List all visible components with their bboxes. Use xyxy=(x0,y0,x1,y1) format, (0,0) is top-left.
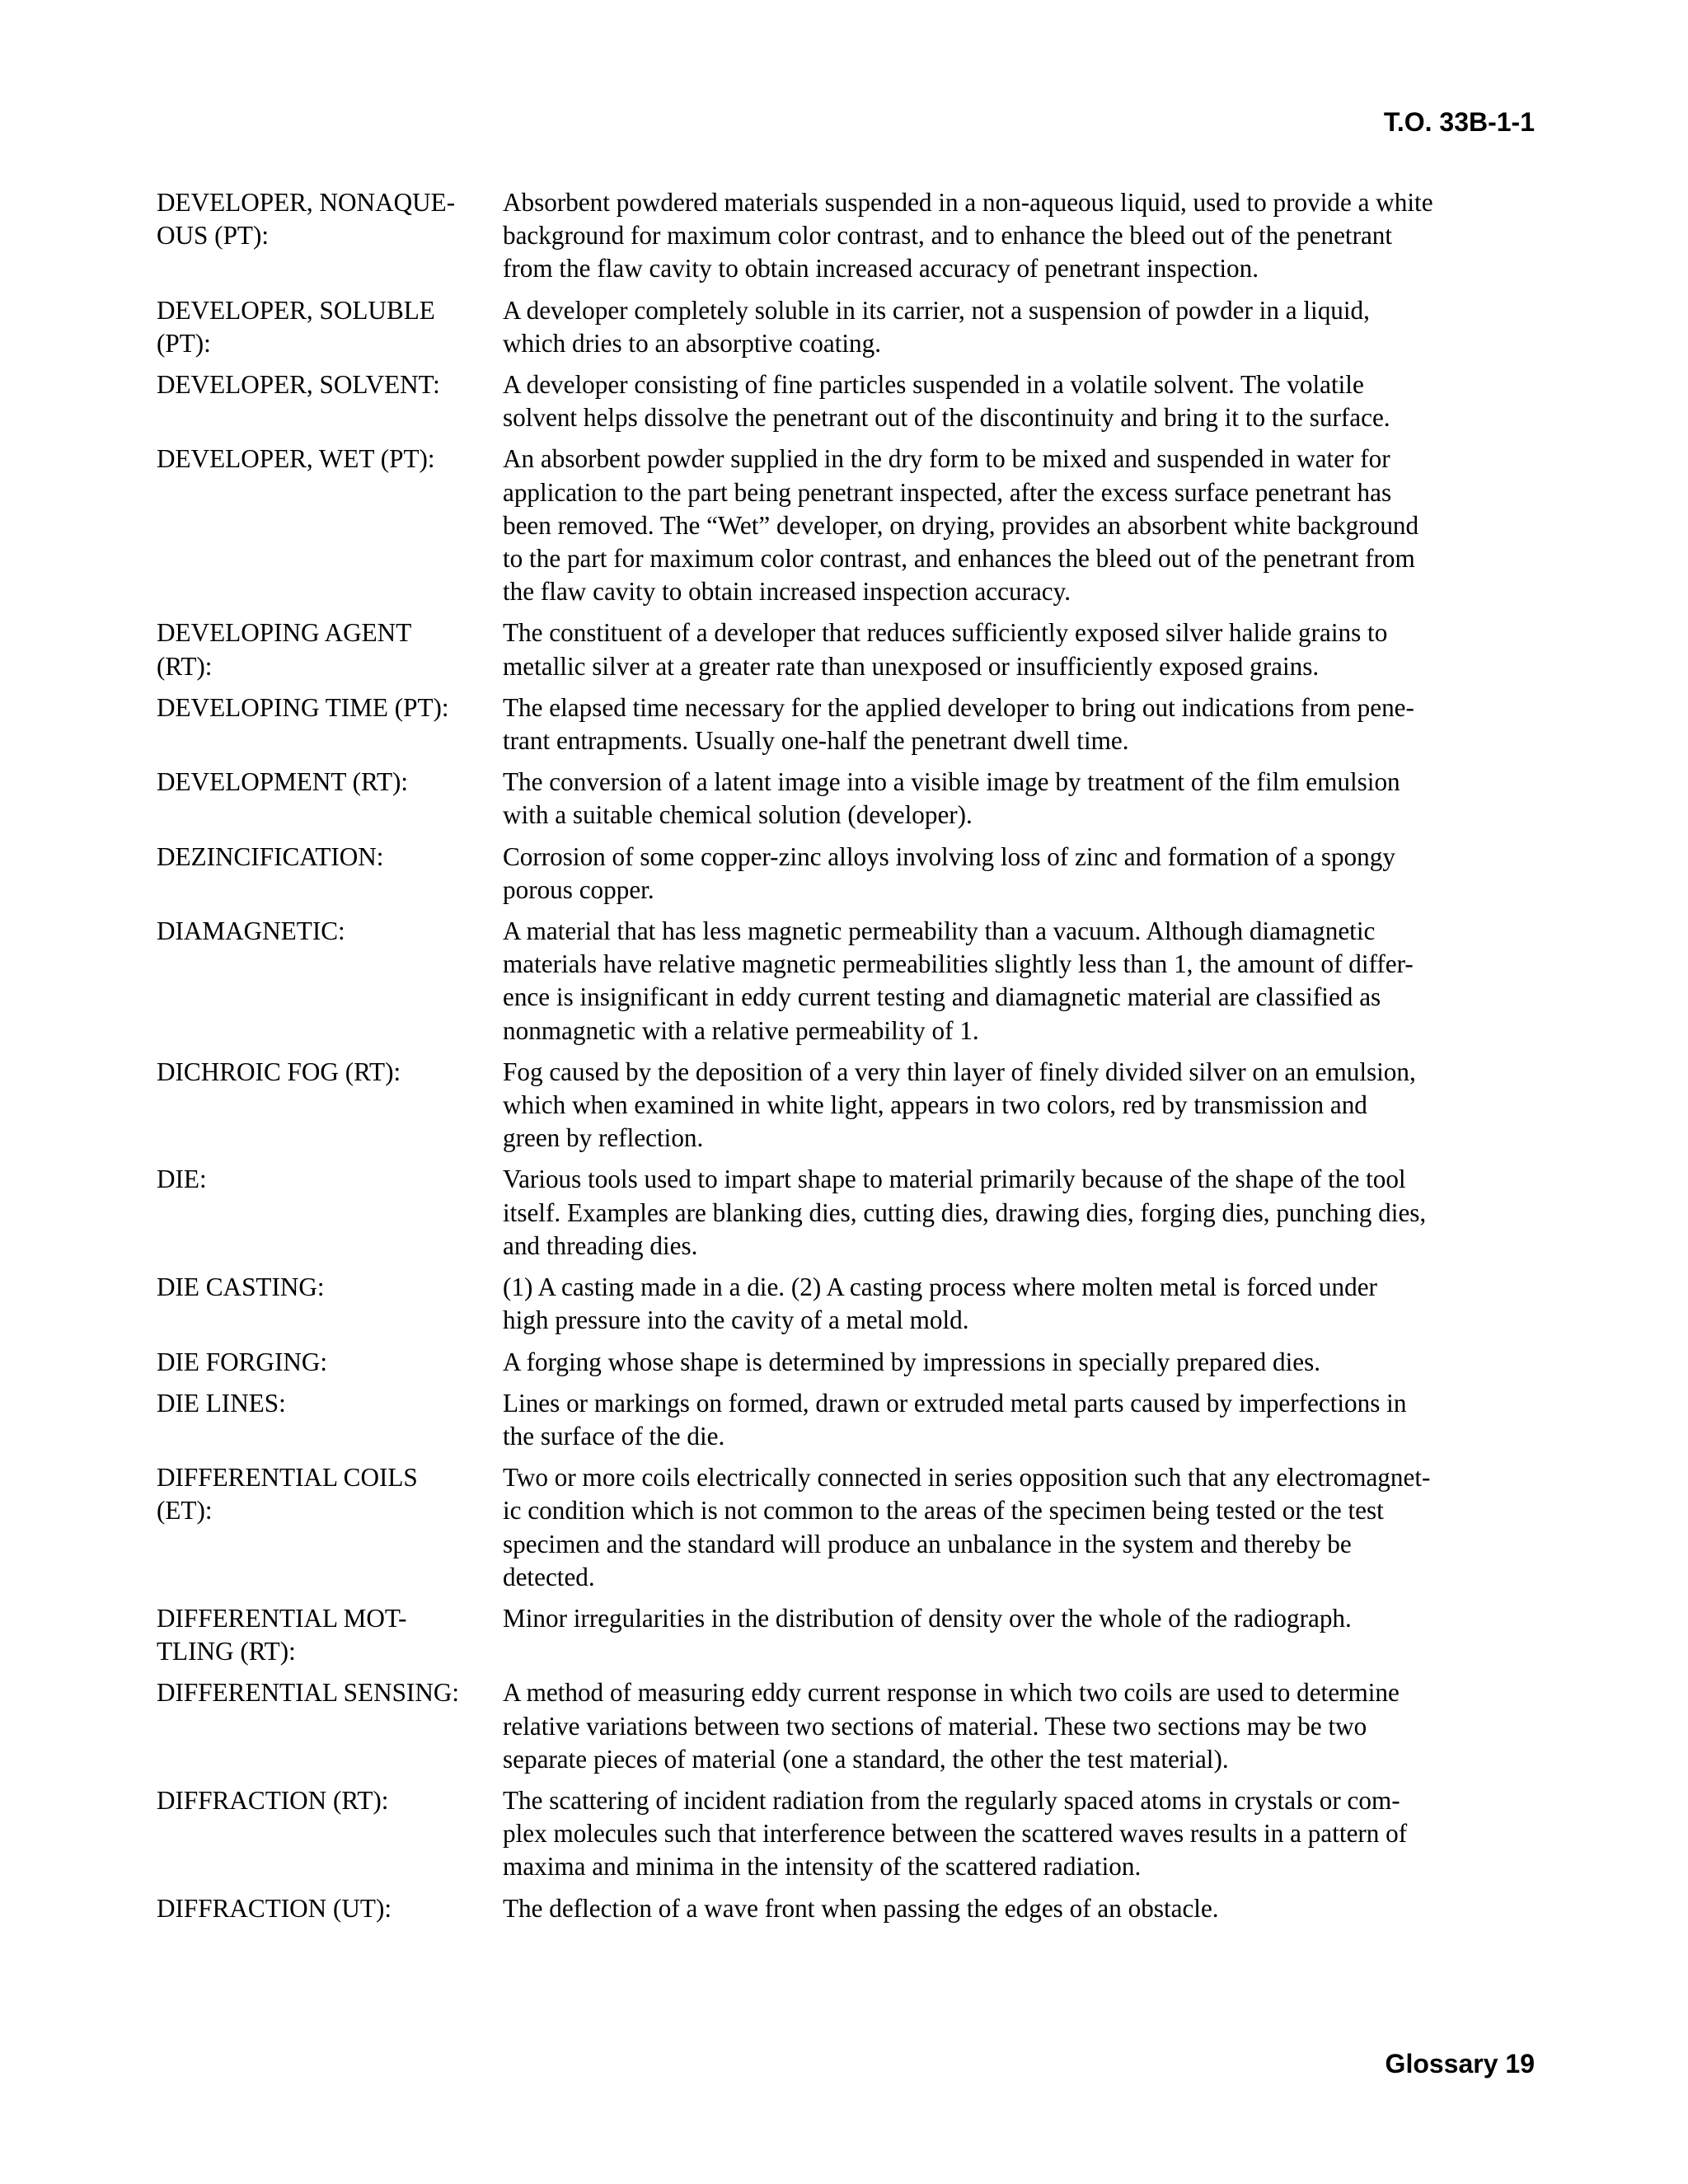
glossary-term: DIFFERENTIAL COILS (ET): xyxy=(157,1463,418,1526)
glossary-definition: The conversion of a latent image into a visible image by treatment of the film emulsion with a suitable chemical solution (developer). xyxy=(503,767,1400,830)
glossary-definition: Various tools used to impart shape to material primarily because of the shape of the tool itself. Examples are blanking dies, cutting dies, drawing dies, forging dies, punching dies, and threading dies. xyxy=(503,1165,1427,1260)
glossary-definition: Minor irregularities in the distribution of density over the whole of the radiograph. xyxy=(503,1603,1352,1633)
glossary-entry xyxy=(157,368,1541,434)
glossary-definition: Absorbent powdered materials suspended in a non-aqueous liquid, used to provide a white background for maximum color contrast, and to enhance the bleed out of the penetrant from the flaw cavity to obtain increased accuracy of penetrant inspection. xyxy=(503,188,1433,284)
glossary-term: DEVELOPER, NONAQUE- OUS (PT): xyxy=(157,188,456,251)
glossary-term: DEVELOPING TIME (PT): xyxy=(157,692,449,722)
glossary-term: DEZINCIFICATION: xyxy=(157,841,384,871)
glossary-entry xyxy=(157,443,1541,608)
glossary-entry xyxy=(157,691,1541,757)
glossary-term: DIAMAGNETIC: xyxy=(157,916,345,946)
glossary-term: DIFFERENTIAL SENSING: xyxy=(157,1678,460,1708)
glossary-definition: The scattering of incident radiation from the regularly spaced atoms in crystals or com- plex molecules such that interference between the scattered waves results in a pattern of maxima and minima in the intensity of the scattered radiation. xyxy=(503,1785,1408,1882)
glossary-term: DIE CASTING: xyxy=(157,1272,325,1302)
glossary-term: DEVELOPMENT (RT): xyxy=(157,767,409,797)
glossary-entry xyxy=(157,1056,1541,1155)
glossary-entry xyxy=(157,1676,1541,1776)
glossary-definition: Lines or markings on formed, drawn or extruded metal parts caused by imperfections in the surface of the die. xyxy=(503,1388,1407,1451)
glossary-list xyxy=(157,186,1541,1933)
glossary-entry xyxy=(157,294,1541,360)
glossary-entry xyxy=(157,1892,1541,1925)
glossary-entry xyxy=(157,841,1541,907)
glossary-entry xyxy=(157,186,1541,286)
glossary-term: DIE LINES: xyxy=(157,1388,286,1418)
glossary-entry xyxy=(157,1784,1541,1884)
glossary-term: DIFFRACTION (RT): xyxy=(157,1785,389,1815)
glossary-definition: A developer completely soluble in its carrier, not a suspension of powder in a liquid, which dries to an absorptive coating. xyxy=(503,295,1370,358)
glossary-term: DIFFRACTION (UT): xyxy=(157,1893,392,1923)
glossary-definition: The constituent of a developer that reduces sufficiently exposed silver halide grains to metallic silver at a greater rate than unexposed or insufficiently exposed grains. xyxy=(503,618,1388,681)
page-number: Glossary 19 xyxy=(1385,2049,1535,2079)
glossary-entry xyxy=(157,1602,1541,1668)
glossary-term: DICHROIC FOG (RT): xyxy=(157,1057,401,1086)
glossary-entry xyxy=(157,1461,1541,1594)
glossary-entry xyxy=(157,1346,1541,1379)
glossary-term: DEVELOPER, WET (PT): xyxy=(157,444,435,474)
glossary-term: DIE FORGING: xyxy=(157,1347,328,1376)
glossary-definition: A method of measuring eddy current response in which two coils are used to determine relative variations between two sections of material. These two sections may be two separate pieces of material (one a standard, the other the test material). xyxy=(503,1678,1400,1774)
glossary-definition: Corrosion of some copper-zinc alloys involving loss of zinc and formation of a spongy porous copper. xyxy=(503,841,1395,904)
glossary-definition: Two or more coils electrically connected in series opposition such that any electromagnet- ic condition which is not common to the areas of the specimen being tested or the test specimen and the standard will produce an unbalance in the system and thereby be detected. xyxy=(503,1463,1431,1591)
glossary-term: DEVELOPER, SOLVENT: xyxy=(157,370,440,400)
glossary-term: DIFFERENTIAL MOT- TLING (RT): xyxy=(157,1603,407,1666)
glossary-term: DIE: xyxy=(157,1165,207,1194)
document-number: T.O. 33B-1-1 xyxy=(1383,107,1535,137)
glossary-definition: The deflection of a wave front when passing the edges of an obstacle. xyxy=(503,1893,1219,1923)
glossary-definition: A forging whose shape is determined by impressions in specially prepared dies. xyxy=(503,1347,1321,1376)
glossary-entry xyxy=(157,766,1541,832)
glossary-definition: The elapsed time necessary for the applied developer to bring out indications from pene- trant entrapments. Usually one-half the penetrant dwell time. xyxy=(503,692,1414,756)
glossary-entry xyxy=(157,1163,1541,1263)
glossary-definition: (1) A casting made in a die. (2) A casting process where molten metal is forced under high pressure into the cavity of a metal mold. xyxy=(503,1272,1377,1335)
glossary-definition: Fog caused by the deposition of a very thin layer of finely divided silver on an emulsion, which when examined in white light, appears in two colors, red by transmission and green by reflection. xyxy=(503,1057,1416,1153)
glossary-definition: A developer consisting of fine particles suspended in a volatile solvent. The volatile solvent helps dissolve the penetrant out of the discontinuity and bring it to the surface. xyxy=(503,370,1390,433)
glossary-term: DEVELOPER, SOLUBLE (PT): xyxy=(157,295,435,358)
glossary-entry xyxy=(157,616,1541,682)
glossary-definition: An absorbent powder supplied in the dry form to be mixed and suspended in water for application to the part being penetrant inspected, after the excess surface penetrant has been removed. The “Wet” developer, on drying, provides an absorbent white background to the part for maximum color contrast, and enhances the bleed out of the penetrant from the flaw cavity to obtain increased inspection accuracy. xyxy=(503,444,1419,607)
glossary-term: DEVELOPING AGENT (RT): xyxy=(157,618,412,681)
glossary-entry xyxy=(157,915,1541,1047)
glossary-entry xyxy=(157,1271,1541,1337)
glossary-definition: A material that has less magnetic permeability than a vacuum. Although diamagnetic materials have relative magnetic permeabilities slightly less than 1, the amount of differ- ence is insignificant in eddy current testing and diamagnetic material are classified as nonmagnetic with a relative permeability of 1. xyxy=(503,916,1414,1045)
glossary-entry xyxy=(157,1387,1541,1453)
